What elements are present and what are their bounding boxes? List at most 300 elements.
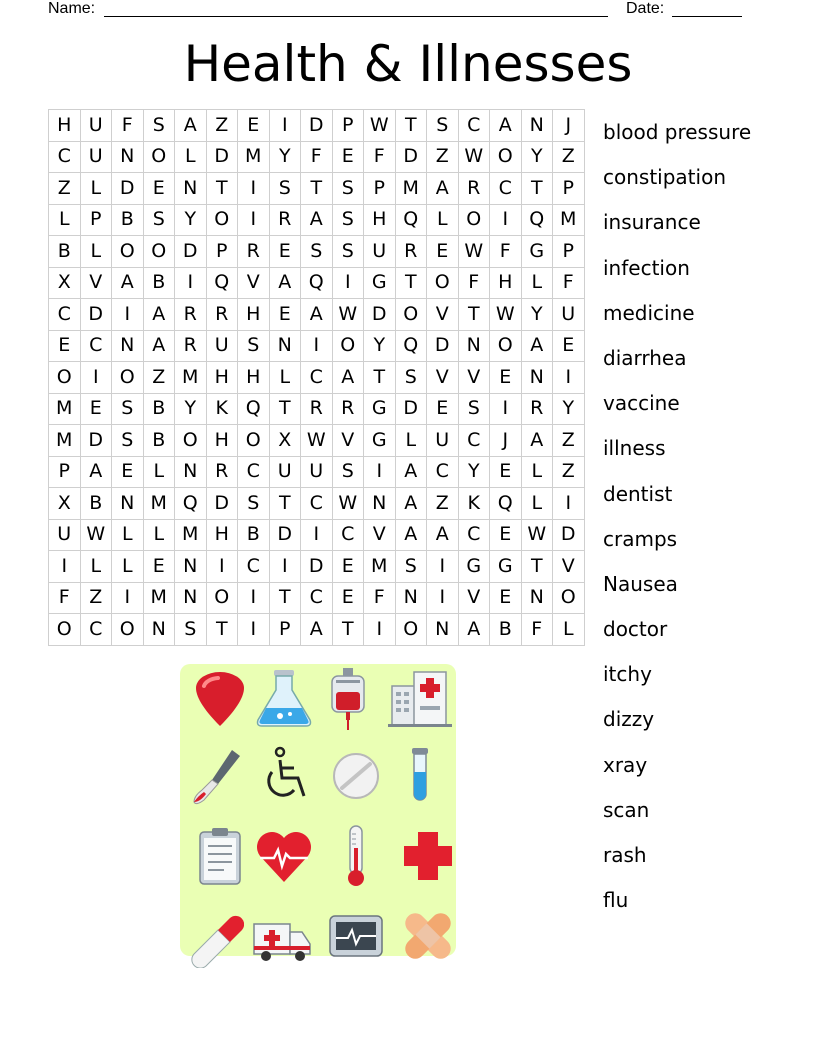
grid-cell[interactable]: R <box>521 393 553 425</box>
grid-cell[interactable]: B <box>238 519 270 551</box>
grid-cell[interactable]: O <box>143 141 175 173</box>
grid-cell[interactable]: W <box>301 425 333 457</box>
grid-cell[interactable]: W <box>364 110 396 142</box>
grid-cell[interactable]: N <box>175 582 207 614</box>
grid-cell[interactable]: F <box>521 614 553 646</box>
grid-cell[interactable]: L <box>80 173 112 205</box>
grid-cell[interactable]: R <box>206 456 238 488</box>
grid-cell[interactable]: V <box>238 267 270 299</box>
grid-cell[interactable]: I <box>80 362 112 394</box>
grid-cell[interactable]: I <box>175 267 207 299</box>
grid-cell[interactable]: Y <box>458 456 490 488</box>
grid-cell[interactable]: C <box>238 456 270 488</box>
grid-cell[interactable]: H <box>49 110 81 142</box>
grid-cell[interactable]: E <box>490 456 522 488</box>
grid-cell[interactable]: P <box>269 614 301 646</box>
grid-cell[interactable]: D <box>112 173 144 205</box>
grid-cell[interactable]: E <box>269 236 301 268</box>
grid-cell[interactable]: A <box>395 456 427 488</box>
grid-cell[interactable]: L <box>80 236 112 268</box>
grid-cell[interactable]: F <box>490 236 522 268</box>
name-line[interactable] <box>104 0 608 17</box>
grid-cell[interactable]: L <box>80 551 112 583</box>
grid-cell[interactable]: P <box>80 204 112 236</box>
grid-cell[interactable]: J <box>490 425 522 457</box>
pill-tablet-icon <box>324 744 388 808</box>
grid-cell[interactable]: C <box>427 456 459 488</box>
grid-cell[interactable]: E <box>238 110 270 142</box>
grid-cell[interactable]: T <box>269 393 301 425</box>
grid-cell[interactable]: C <box>238 551 270 583</box>
grid-cell[interactable]: Y <box>269 141 301 173</box>
grid-cell[interactable]: T <box>395 110 427 142</box>
grid-cell[interactable]: X <box>269 425 301 457</box>
grid-cell[interactable]: V <box>553 551 585 583</box>
grid-cell[interactable]: A <box>395 488 427 520</box>
grid-cell[interactable]: I <box>553 362 585 394</box>
grid-cell[interactable]: S <box>332 204 364 236</box>
grid-cell[interactable]: N <box>175 173 207 205</box>
grid-cell[interactable]: H <box>364 204 396 236</box>
grid-cell[interactable]: H <box>206 425 238 457</box>
grid-cell[interactable]: R <box>301 393 333 425</box>
grid-cell[interactable]: V <box>364 519 396 551</box>
grid-cell[interactable]: E <box>143 551 175 583</box>
grid-cell[interactable]: P <box>553 173 585 205</box>
grid-cell[interactable]: U <box>206 330 238 362</box>
grid-cell[interactable]: E <box>332 582 364 614</box>
grid-cell[interactable]: E <box>427 236 459 268</box>
grid-cell[interactable]: M <box>553 204 585 236</box>
grid-cell[interactable]: Q <box>301 267 333 299</box>
grid-cell[interactable]: U <box>364 236 396 268</box>
grid-cell[interactable]: G <box>364 393 396 425</box>
grid-cell[interactable]: V <box>427 362 459 394</box>
grid-cell[interactable]: O <box>112 362 144 394</box>
grid-cell[interactable]: S <box>269 173 301 205</box>
grid-cell[interactable]: Y <box>175 204 207 236</box>
grid-cell[interactable]: T <box>395 267 427 299</box>
grid-cell[interactable]: F <box>458 267 490 299</box>
grid-cell[interactable]: N <box>112 488 144 520</box>
grid-cell[interactable]: L <box>112 551 144 583</box>
grid-cell[interactable]: V <box>427 299 459 331</box>
grid-cell[interactable]: I <box>301 330 333 362</box>
grid-cell[interactable]: N <box>175 456 207 488</box>
grid-cell[interactable]: E <box>490 362 522 394</box>
grid-cell[interactable]: T <box>206 614 238 646</box>
grid-cell[interactable]: I <box>427 551 459 583</box>
grid-cell[interactable]: W <box>458 236 490 268</box>
grid-cell[interactable]: S <box>332 236 364 268</box>
grid-cell[interactable]: I <box>553 488 585 520</box>
grid-cell[interactable]: C <box>332 519 364 551</box>
grid-cell[interactable]: H <box>490 267 522 299</box>
grid-cell[interactable]: E <box>80 393 112 425</box>
grid-cell[interactable]: C <box>80 330 112 362</box>
grid-cell[interactable]: L <box>521 267 553 299</box>
grid-cell[interactable]: W <box>521 519 553 551</box>
grid-cell[interactable]: Y <box>521 299 553 331</box>
grid-cell[interactable]: A <box>143 299 175 331</box>
grid-cell[interactable]: Q <box>175 488 207 520</box>
word-list-item: diarrhea <box>603 345 687 370</box>
grid-cell[interactable]: O <box>49 362 81 394</box>
grid-cell[interactable]: C <box>301 362 333 394</box>
grid-cell[interactable]: R <box>238 236 270 268</box>
grid-cell[interactable]: B <box>143 425 175 457</box>
grid-cell[interactable]: V <box>458 362 490 394</box>
grid-cell[interactable]: C <box>458 519 490 551</box>
grid-cell[interactable]: G <box>458 551 490 583</box>
grid-cell[interactable]: P <box>49 456 81 488</box>
grid-cell[interactable]: S <box>112 393 144 425</box>
grid-cell[interactable]: S <box>458 393 490 425</box>
grid-cell[interactable]: P <box>332 110 364 142</box>
grid-cell[interactable]: P <box>553 236 585 268</box>
grid-cell[interactable]: L <box>269 362 301 394</box>
grid-cell[interactable]: S <box>238 330 270 362</box>
grid-cell[interactable]: C <box>301 582 333 614</box>
grid-cell[interactable]: L <box>521 488 553 520</box>
grid-cell[interactable]: G <box>490 551 522 583</box>
grid-cell[interactable]: D <box>395 393 427 425</box>
grid-cell[interactable]: Q <box>206 267 238 299</box>
grid-cell[interactable]: O <box>395 614 427 646</box>
grid-cell[interactable]: E <box>427 393 459 425</box>
grid-cell[interactable]: F <box>364 141 396 173</box>
grid-cell[interactable]: I <box>490 393 522 425</box>
grid-cell[interactable]: M <box>175 519 207 551</box>
grid-cell[interactable]: N <box>112 141 144 173</box>
grid-cell[interactable]: U <box>269 456 301 488</box>
grid-cell[interactable]: M <box>238 141 270 173</box>
grid-cell[interactable]: S <box>301 236 333 268</box>
grid-cell[interactable]: O <box>332 330 364 362</box>
grid-cell[interactable]: T <box>521 551 553 583</box>
grid-cell[interactable]: A <box>332 362 364 394</box>
grid-cell[interactable]: D <box>301 551 333 583</box>
grid-cell[interactable]: Y <box>521 141 553 173</box>
grid-cell[interactable]: T <box>269 488 301 520</box>
grid-cell[interactable]: O <box>206 204 238 236</box>
grid-cell[interactable]: E <box>490 519 522 551</box>
grid-cell[interactable]: D <box>175 236 207 268</box>
grid-cell[interactable]: N <box>521 110 553 142</box>
grid-cell[interactable]: O <box>49 614 81 646</box>
grid-cell[interactable]: H <box>238 362 270 394</box>
grid-cell[interactable]: U <box>553 299 585 331</box>
grid-cell[interactable]: N <box>364 488 396 520</box>
grid-cell[interactable]: F <box>49 582 81 614</box>
grid-cell[interactable]: A <box>521 425 553 457</box>
grid-cell[interactable]: D <box>553 519 585 551</box>
grid-cell[interactable]: P <box>206 236 238 268</box>
grid-cell[interactable]: I <box>238 173 270 205</box>
grid-cell[interactable]: Z <box>143 362 175 394</box>
grid-cell[interactable]: I <box>269 551 301 583</box>
grid-cell[interactable]: S <box>332 173 364 205</box>
grid-cell[interactable]: F <box>364 582 396 614</box>
grid-cell[interactable]: Y <box>553 393 585 425</box>
grid-cell[interactable]: I <box>427 582 459 614</box>
grid-cell[interactable]: U <box>427 425 459 457</box>
grid-cell[interactable]: Q <box>238 393 270 425</box>
grid-cell[interactable]: D <box>301 110 333 142</box>
grid-cell[interactable]: Q <box>521 204 553 236</box>
grid-cell[interactable]: S <box>175 614 207 646</box>
grid-cell[interactable]: V <box>332 425 364 457</box>
grid-cell[interactable]: H <box>206 519 238 551</box>
grid-cell[interactable]: S <box>332 456 364 488</box>
grid-cell[interactable]: Z <box>427 141 459 173</box>
grid-cell[interactable]: D <box>80 299 112 331</box>
grid-cell[interactable]: C <box>458 110 490 142</box>
grid-cell[interactable]: L <box>112 519 144 551</box>
grid-cell[interactable]: H <box>206 362 238 394</box>
grid-cell[interactable]: P <box>364 173 396 205</box>
grid-cell[interactable]: K <box>206 393 238 425</box>
grid-cell[interactable]: A <box>458 614 490 646</box>
grid-cell[interactable]: G <box>521 236 553 268</box>
word-list-item: dizzy <box>603 707 655 732</box>
grid-cell[interactable]: M <box>175 362 207 394</box>
grid-cell[interactable]: A <box>112 267 144 299</box>
grid-cell[interactable]: E <box>269 299 301 331</box>
grid-cell[interactable]: E <box>553 330 585 362</box>
grid-cell[interactable]: M <box>364 551 396 583</box>
grid-cell[interactable]: L <box>49 204 81 236</box>
grid-cell[interactable]: A <box>143 330 175 362</box>
grid-cell[interactable]: W <box>332 299 364 331</box>
grid-cell[interactable]: B <box>80 488 112 520</box>
grid-cell[interactable]: E <box>49 330 81 362</box>
ambulance-icon <box>250 904 314 968</box>
grid-cell[interactable]: N <box>521 582 553 614</box>
grid-cell[interactable]: S <box>238 488 270 520</box>
grid-cell[interactable]: I <box>490 204 522 236</box>
grid-cell[interactable]: L <box>143 456 175 488</box>
grid-cell[interactable]: T <box>364 362 396 394</box>
grid-cell[interactable]: I <box>364 614 396 646</box>
grid-cell[interactable]: M <box>395 173 427 205</box>
grid-cell[interactable]: E <box>332 551 364 583</box>
grid-cell[interactable]: W <box>490 299 522 331</box>
grid-cell[interactable]: B <box>112 204 144 236</box>
grid-cell[interactable]: Z <box>427 488 459 520</box>
grid-cell[interactable]: U <box>301 456 333 488</box>
grid-cell[interactable]: J <box>553 110 585 142</box>
grid-cell[interactable]: O <box>553 582 585 614</box>
grid-cell[interactable]: Q <box>395 204 427 236</box>
word-list-item: Nausea <box>603 571 678 596</box>
grid-cell[interactable]: B <box>490 614 522 646</box>
grid-cell[interactable]: N <box>269 330 301 362</box>
grid-cell[interactable]: I <box>238 614 270 646</box>
grid-cell[interactable]: R <box>175 299 207 331</box>
grid-cell[interactable]: F <box>553 267 585 299</box>
grid-cell[interactable]: F <box>112 110 144 142</box>
grid-cell[interactable]: C <box>80 614 112 646</box>
grid-cell[interactable]: T <box>269 582 301 614</box>
grid-cell[interactable]: T <box>206 173 238 205</box>
grid-cell[interactable]: A <box>301 299 333 331</box>
grid-cell[interactable]: I <box>238 204 270 236</box>
grid-cell[interactable]: K <box>458 488 490 520</box>
grid-cell[interactable]: I <box>112 299 144 331</box>
grid-cell[interactable]: O <box>206 582 238 614</box>
grid-cell[interactable]: O <box>112 236 144 268</box>
grid-cell[interactable]: C <box>458 425 490 457</box>
grid-cell[interactable]: L <box>175 141 207 173</box>
iv-bag-icon <box>316 668 380 732</box>
grid-cell[interactable]: B <box>143 393 175 425</box>
grid-cell[interactable]: W <box>80 519 112 551</box>
date-line[interactable] <box>672 0 742 17</box>
grid-cell[interactable]: O <box>143 236 175 268</box>
grid-cell[interactable]: N <box>521 362 553 394</box>
grid-cell[interactable]: M <box>143 488 175 520</box>
grid-cell[interactable]: A <box>490 110 522 142</box>
grid-cell[interactable]: A <box>395 519 427 551</box>
grid-cell[interactable]: Z <box>206 110 238 142</box>
grid-cell[interactable]: A <box>427 173 459 205</box>
grid-cell[interactable]: Y <box>175 393 207 425</box>
grid-cell[interactable]: M <box>49 393 81 425</box>
grid-cell[interactable]: U <box>80 141 112 173</box>
grid-cell[interactable]: A <box>427 519 459 551</box>
grid-cell[interactable]: T <box>521 173 553 205</box>
grid-cell[interactable]: N <box>143 614 175 646</box>
grid-cell[interactable]: C <box>301 488 333 520</box>
grid-cell[interactable]: Z <box>553 425 585 457</box>
grid-cell[interactable]: O <box>458 204 490 236</box>
grid-cell[interactable]: M <box>143 582 175 614</box>
grid-cell[interactable]: D <box>206 488 238 520</box>
grid-cell[interactable]: X <box>49 488 81 520</box>
grid-cell[interactable]: R <box>269 204 301 236</box>
grid-cell[interactable]: Q <box>395 330 427 362</box>
grid-cell[interactable]: D <box>206 141 238 173</box>
grid-cell[interactable]: L <box>553 614 585 646</box>
grid-cell[interactable]: W <box>332 488 364 520</box>
grid-cell[interactable]: B <box>49 236 81 268</box>
grid-cell[interactable]: N <box>175 551 207 583</box>
grid-cell[interactable]: S <box>143 204 175 236</box>
grid-cell[interactable]: I <box>206 551 238 583</box>
grid-cell[interactable]: E <box>490 582 522 614</box>
grid-cell[interactable]: I <box>301 519 333 551</box>
grid-cell[interactable]: D <box>80 425 112 457</box>
grid-cell[interactable]: O <box>395 299 427 331</box>
grid-cell[interactable]: E <box>332 141 364 173</box>
grid-cell[interactable]: O <box>490 330 522 362</box>
grid-cell[interactable]: I <box>332 267 364 299</box>
grid-cell[interactable]: L <box>395 425 427 457</box>
grid-cell[interactable]: A <box>175 110 207 142</box>
grid-cell[interactable]: E <box>112 456 144 488</box>
grid-cell[interactable]: D <box>395 141 427 173</box>
grid-row <box>49 173 585 205</box>
grid-cell[interactable]: F <box>301 141 333 173</box>
grid-cell[interactable]: U <box>80 110 112 142</box>
grid-cell[interactable]: Z <box>553 141 585 173</box>
grid-cell[interactable]: D <box>269 519 301 551</box>
grid-cell[interactable]: S <box>395 551 427 583</box>
grid-cell[interactable]: A <box>301 614 333 646</box>
grid-cell[interactable]: N <box>112 330 144 362</box>
grid-cell[interactable]: I <box>238 582 270 614</box>
grid-cell[interactable]: O <box>490 141 522 173</box>
grid-cell[interactable]: T <box>458 299 490 331</box>
grid-cell[interactable]: N <box>395 582 427 614</box>
grid-cell[interactable]: G <box>364 425 396 457</box>
grid-cell[interactable]: R <box>332 393 364 425</box>
grid-cell[interactable]: R <box>395 236 427 268</box>
grid-cell[interactable]: A <box>521 330 553 362</box>
grid-cell[interactable]: O <box>112 614 144 646</box>
grid-cell[interactable]: V <box>458 582 490 614</box>
grid-cell[interactable]: I <box>269 110 301 142</box>
grid-cell[interactable]: I <box>112 582 144 614</box>
grid-cell[interactable]: N <box>458 330 490 362</box>
grid-cell[interactable]: S <box>143 110 175 142</box>
grid-cell[interactable]: I <box>364 456 396 488</box>
grid-cell[interactable]: I <box>49 551 81 583</box>
grid-cell[interactable]: S <box>112 425 144 457</box>
grid-cell[interactable]: R <box>458 173 490 205</box>
grid-cell[interactable]: C <box>49 299 81 331</box>
grid-cell[interactable]: U <box>49 519 81 551</box>
clipboard-icon <box>188 824 252 888</box>
grid-cell[interactable]: O <box>427 267 459 299</box>
grid-cell[interactable]: S <box>427 110 459 142</box>
grid-cell[interactable]: C <box>49 141 81 173</box>
grid-cell[interactable]: C <box>490 173 522 205</box>
grid-cell[interactable]: A <box>269 267 301 299</box>
grid-cell[interactable]: X <box>49 267 81 299</box>
grid-cell[interactable]: E <box>143 173 175 205</box>
grid-cell[interactable]: W <box>458 141 490 173</box>
grid-cell[interactable]: A <box>301 204 333 236</box>
grid-cell[interactable]: M <box>49 425 81 457</box>
grid-cell[interactable]: R <box>175 330 207 362</box>
grid-cell[interactable]: Z <box>49 173 81 205</box>
grid-cell[interactable]: V <box>80 267 112 299</box>
grid-cell[interactable]: B <box>143 267 175 299</box>
grid-cell[interactable]: T <box>332 614 364 646</box>
grid-cell[interactable]: R <box>206 299 238 331</box>
grid-cell[interactable]: G <box>364 267 396 299</box>
grid-cell[interactable]: Y <box>364 330 396 362</box>
grid-cell[interactable]: A <box>80 456 112 488</box>
grid-cell[interactable]: T <box>301 173 333 205</box>
grid-cell[interactable]: L <box>521 456 553 488</box>
grid-cell[interactable]: O <box>238 425 270 457</box>
grid-cell[interactable]: Z <box>80 582 112 614</box>
grid-row <box>49 393 585 425</box>
grid-cell[interactable]: D <box>364 299 396 331</box>
grid-cell[interactable]: L <box>427 204 459 236</box>
grid-cell[interactable]: O <box>175 425 207 457</box>
grid-cell[interactable]: N <box>427 614 459 646</box>
grid-cell[interactable]: Z <box>553 456 585 488</box>
grid-cell[interactable]: S <box>395 362 427 394</box>
grid-cell[interactable]: D <box>427 330 459 362</box>
grid-cell[interactable]: L <box>143 519 175 551</box>
grid-cell[interactable]: H <box>238 299 270 331</box>
grid-cell[interactable]: Q <box>490 488 522 520</box>
